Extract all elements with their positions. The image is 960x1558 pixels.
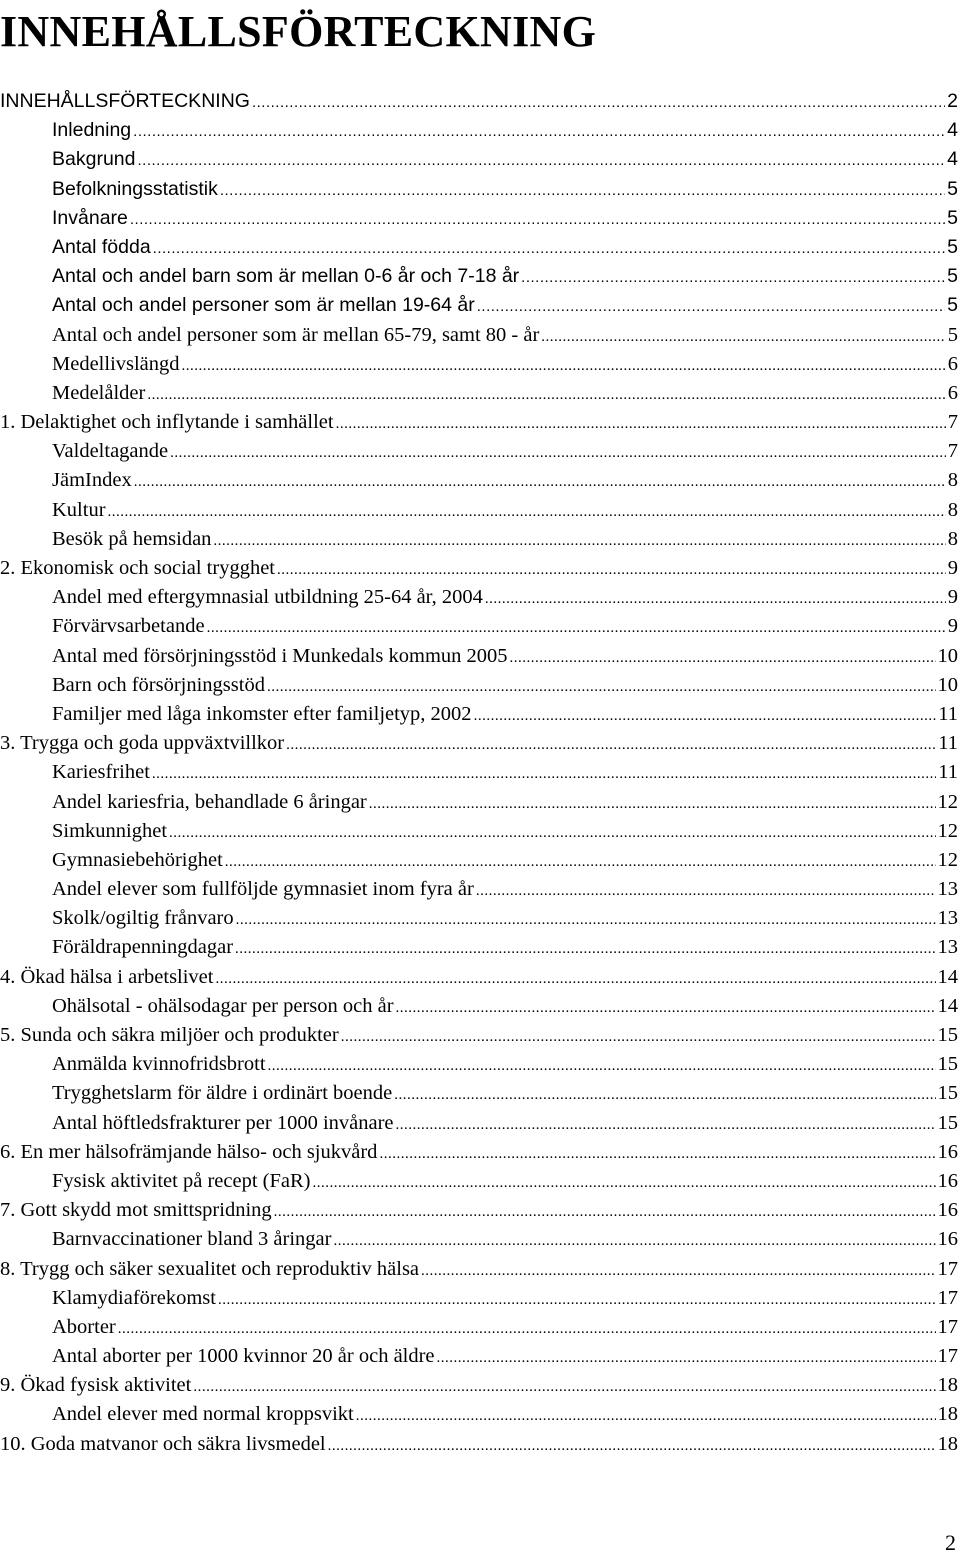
toc-subsection-entry[interactable]: [0, 671, 960, 700]
toc-entry-title: Bakgrund: [52, 148, 136, 171]
toc-subsection-entry[interactable]: [0, 612, 960, 641]
dot-leader: [133, 117, 945, 146]
toc-entry-page: 18: [937, 1374, 958, 1397]
toc-section-entry[interactable]: [0, 87, 960, 116]
dot-leader: [277, 556, 946, 585]
dot-leader: [341, 1023, 936, 1052]
toc-entry-page: 13: [937, 907, 958, 930]
toc-subsection-entry[interactable]: [0, 700, 960, 729]
toc-entry-page: 18: [937, 1432, 958, 1455]
toc-entry-title: Föräldrapenningdagar: [52, 936, 234, 959]
toc-entry-title: Barn och försörjningsstöd: [52, 673, 265, 696]
toc-subsection-entry[interactable]: [0, 379, 960, 408]
toc-entry-page: 5: [947, 206, 958, 229]
dot-leader: [474, 702, 937, 731]
dot-leader: [510, 644, 936, 673]
toc-entry-title: Skolk/ogiltig frånvaro: [52, 907, 234, 930]
toc-section-entry[interactable]: [0, 963, 960, 992]
dot-leader: [147, 381, 945, 410]
toc-entry-title: Antal och andel barn som är mellan 0-6 år och 7-18 år: [52, 265, 520, 288]
toc-entry-page: 11: [938, 761, 958, 784]
dot-leader: [485, 585, 946, 614]
toc-subsection-entry[interactable]: [0, 321, 960, 350]
toc-entry-title: 5. Sunda och säkra miljöer och produkter: [0, 1024, 339, 1046]
toc-section-entry[interactable]: [0, 1138, 960, 1167]
dot-leader: [396, 994, 936, 1023]
dot-leader: [333, 1227, 935, 1256]
toc-entry-page: 18: [937, 1403, 958, 1426]
toc-subsection-entry[interactable]: [0, 817, 960, 846]
toc-entry-page: 16: [937, 1199, 958, 1222]
toc-entry-page: 10: [937, 644, 958, 667]
toc-entry-title: Aborter: [52, 1315, 116, 1338]
toc-section-entry[interactable]: [0, 408, 960, 437]
dot-leader: [218, 1286, 936, 1315]
toc-entry-page: 9: [947, 557, 958, 579]
toc-entry-title: Antal aborter per 1000 kvinnor 20 år och äldre: [52, 1345, 435, 1368]
toc-entry-page: 6: [947, 381, 958, 404]
toc-subsection-entry[interactable]: [0, 233, 960, 262]
toc-entry-title: Fysisk aktivitet på recept (FaR): [52, 1169, 311, 1192]
toc-section-entry[interactable]: [0, 1430, 960, 1459]
dot-leader: [235, 935, 935, 964]
toc-entry-title: Antal och andel personer som är mellan 19-64 år: [52, 294, 475, 317]
page-number: 2: [945, 1530, 956, 1555]
toc-entry-page: 5: [947, 265, 958, 288]
toc-subsection-entry[interactable]: [0, 496, 960, 525]
toc-entry-page: 15: [937, 1082, 958, 1105]
toc-entry-title: 6. En mer hälsofrämjande hälso- och sjukvård: [0, 1140, 378, 1163]
toc-entry-title: Antal och andel personer som är mellan 65-79, samt 80 - år: [52, 323, 540, 346]
toc-section-entry[interactable]: [0, 729, 960, 758]
toc-entry-title: 2. Ekonomisk och social trygghet: [0, 557, 275, 579]
dot-leader: [476, 877, 936, 906]
toc-entry-title: Andel elever med normal kroppsvikt: [52, 1403, 354, 1426]
toc-entry-page: 5: [947, 177, 958, 200]
toc-entry-title: Klamydiaförekomst: [52, 1286, 216, 1309]
toc-entry-title: 7. Gott skydd mot smittspridning: [0, 1199, 272, 1222]
toc-entry-page: 17: [937, 1315, 958, 1338]
dot-leader: [220, 176, 945, 205]
toc-section-entry[interactable]: [0, 1021, 960, 1050]
toc-entry-title: Simkunnighet: [52, 819, 168, 842]
toc-entry-title: Antal med försörjningsstöd i Munkedals kommun 2005: [52, 644, 508, 667]
dot-leader: [118, 1315, 936, 1344]
toc-entry-title: Andel elever som fullföljde gymnasiet inom fyra år: [52, 878, 474, 901]
toc-entry-page: 5: [947, 235, 958, 258]
toc-section-entry[interactable]: [0, 1255, 960, 1284]
toc-entry-title: Invånare: [52, 206, 128, 229]
toc-entry-title: 10. Goda matvanor och säkra livsmedel: [0, 1432, 326, 1455]
dot-leader: [152, 760, 936, 789]
dot-leader: [137, 146, 945, 175]
toc-subsection-entry[interactable]: [0, 1284, 960, 1313]
toc-entry-title: 3. Trygga och goda uppväxtvillkor: [0, 732, 285, 755]
toc-entry-title: Barnvaccinationer bland 3 åringar: [52, 1228, 332, 1251]
toc-entry-page: 13: [937, 936, 958, 959]
toc-entry-page: 10: [937, 673, 958, 696]
toc-entry-title: 4. Ökad hälsa i arbetslivet: [0, 965, 214, 988]
toc-entry-page: 12: [937, 790, 958, 813]
toc-entry-page: 13: [937, 878, 958, 901]
toc-entry-page: 2: [947, 90, 958, 112]
dot-leader: [477, 292, 945, 321]
toc-entry-page: 7: [947, 440, 958, 463]
dot-leader: [213, 527, 945, 556]
toc-entry-page: 5: [947, 294, 958, 317]
toc-entry-title: Familjer med låga inkomster efter familjetyp, 2002: [52, 702, 472, 725]
toc-entry-page: 16: [937, 1169, 958, 1192]
toc-subsection-entry[interactable]: [0, 116, 960, 145]
toc-subsection-entry[interactable]: [0, 904, 960, 933]
toc-entry-page: 11: [938, 702, 958, 725]
toc-subsection-entry[interactable]: [0, 1167, 960, 1196]
toc-subsection-entry[interactable]: [0, 437, 960, 466]
dot-leader: [274, 1198, 936, 1227]
toc-entry-page: 15: [937, 1053, 958, 1076]
toc-entry-page: 4: [947, 119, 958, 142]
toc-entry-title: Valdeltagande: [52, 440, 169, 463]
toc-subsection-entry[interactable]: [0, 1079, 960, 1108]
toc-subsection-entry[interactable]: [0, 875, 960, 904]
dot-leader: [108, 498, 946, 527]
toc-entry-title: Befolkningsstatistik: [52, 177, 218, 200]
dot-leader: [268, 1052, 936, 1081]
dot-leader: [356, 1402, 936, 1431]
toc-entry-title: Andel kariesfria, behandlade 6 åringar: [52, 790, 367, 813]
toc-entry-page: 12: [937, 848, 958, 871]
toc-entry-page: 7: [947, 411, 958, 434]
dot-leader: [134, 468, 946, 497]
dot-leader: [170, 439, 946, 468]
dot-leader: [437, 1344, 936, 1373]
dot-leader: [286, 731, 936, 760]
document-heading: INNEHÅLLSFÖRTECKNING: [0, 7, 597, 56]
toc-entry-title: INNEHÅLLSFÖRTECKNING: [0, 90, 250, 112]
toc-subsection-entry[interactable]: [0, 466, 960, 495]
toc-entry-title: 9. Ökad fysisk aktivitet: [0, 1374, 192, 1397]
dot-leader: [421, 1257, 935, 1286]
toc-entry-page: 16: [937, 1140, 958, 1163]
dot-leader: [394, 1081, 935, 1110]
toc-entry-page: 17: [937, 1286, 958, 1309]
toc-subsection-entry[interactable]: [0, 1225, 960, 1254]
table-of-contents: [0, 87, 960, 1459]
toc-subsection-entry[interactable]: [0, 1400, 960, 1429]
toc-entry-page: 15: [937, 1111, 958, 1134]
toc-subsection-entry[interactable]: [0, 525, 960, 554]
toc-subsection-entry[interactable]: [0, 642, 960, 671]
dot-leader: [182, 352, 946, 381]
toc-entry-page: 6: [947, 352, 958, 375]
toc-entry-page: 9: [947, 615, 958, 638]
toc-entry-page: 16: [937, 1228, 958, 1251]
toc-subsection-entry[interactable]: [0, 933, 960, 962]
toc-entry-page: 9: [947, 586, 958, 609]
toc-entry-title: Kultur: [52, 498, 106, 521]
toc-entry-title: Ohälsotal - ohälsodagar per person och år: [52, 994, 394, 1017]
toc-entry-title: JämIndex: [52, 469, 132, 492]
dot-leader: [379, 1140, 935, 1169]
dot-leader: [396, 1111, 936, 1140]
toc-entry-page: 11: [938, 732, 958, 755]
dot-leader: [541, 323, 945, 352]
dot-leader: [130, 205, 945, 234]
toc-entry-title: Besök på hemsidan: [52, 527, 212, 550]
toc-subsection-entry[interactable]: [0, 204, 960, 233]
toc-section-entry[interactable]: [0, 554, 960, 583]
toc-subsection-entry[interactable]: [0, 175, 960, 204]
toc-subsection-entry[interactable]: [0, 1313, 960, 1342]
toc-subsection-entry[interactable]: [0, 788, 960, 817]
toc-entry-title: Trygghetslarm för äldre i ordinärt boende: [52, 1082, 393, 1105]
toc-entry-title: Förvärvsarbetande: [52, 615, 205, 638]
toc-entry-title: Andel med eftergymnasial utbildning 25-64 år, 2004: [52, 586, 483, 609]
toc-entry-page: 12: [937, 819, 958, 842]
toc-entry-page: 8: [947, 527, 958, 550]
toc-subsection-entry[interactable]: [0, 1109, 960, 1138]
dot-leader: [169, 819, 935, 848]
dot-leader: [153, 234, 945, 263]
toc-entry-page: 14: [937, 965, 958, 988]
toc-entry-title: Kariesfrihet: [52, 761, 150, 784]
toc-subsection-entry[interactable]: [0, 846, 960, 875]
toc-entry-title: Gymnasiebehörighet: [52, 848, 223, 871]
toc-entry-title: Medelålder: [52, 381, 146, 404]
toc-subsection-entry[interactable]: [0, 583, 960, 612]
toc-entry-title: 1. Delaktighet och inflytande i samhället: [0, 411, 334, 434]
dot-leader: [252, 88, 945, 117]
toc-entry-title: Antal födda: [52, 235, 151, 258]
toc-section-entry[interactable]: [0, 1371, 960, 1400]
dot-leader: [207, 614, 946, 643]
toc-subsection-entry[interactable]: [0, 1342, 960, 1371]
toc-entry-title: Medellivslängd: [52, 352, 180, 375]
dot-leader: [328, 1432, 936, 1461]
toc-subsection-entry[interactable]: [0, 350, 960, 379]
toc-entry-page: 14: [937, 994, 958, 1017]
dot-leader: [369, 790, 936, 819]
toc-entry-title: Inledning: [52, 119, 132, 142]
toc-subsection-entry[interactable]: [0, 291, 960, 320]
toc-entry-page: 15: [937, 1024, 958, 1046]
toc-subsection-entry[interactable]: [0, 262, 960, 291]
toc-subsection-entry[interactable]: [0, 1050, 960, 1079]
toc-entry-page: 8: [947, 498, 958, 521]
dot-leader: [193, 1373, 935, 1402]
toc-entry-page: 8: [947, 469, 958, 492]
toc-entry-title: Antal höftledsfrakturer per 1000 invånare: [52, 1111, 394, 1134]
toc-entry-page: 4: [947, 148, 958, 171]
toc-entry-title: Anmälda kvinnofridsbrott: [52, 1053, 266, 1076]
toc-entry-page: 17: [937, 1257, 958, 1280]
toc-section-entry[interactable]: [0, 1196, 960, 1225]
dot-leader: [236, 906, 936, 935]
dot-leader: [521, 263, 945, 292]
dot-leader: [336, 410, 946, 439]
dot-leader: [225, 848, 936, 877]
dot-leader: [215, 965, 935, 994]
dot-leader: [267, 673, 936, 702]
toc-subsection-entry[interactable]: [0, 992, 960, 1021]
dot-leader: [312, 1169, 935, 1198]
toc-entry-page: 5: [947, 323, 958, 346]
toc-entry-page: 17: [937, 1345, 958, 1368]
toc-subsection-entry[interactable]: [0, 145, 960, 174]
toc-entry-title: 8. Trygg och säker sexualitet och reproduktiv hälsa: [0, 1257, 420, 1280]
toc-subsection-entry[interactable]: [0, 758, 960, 787]
